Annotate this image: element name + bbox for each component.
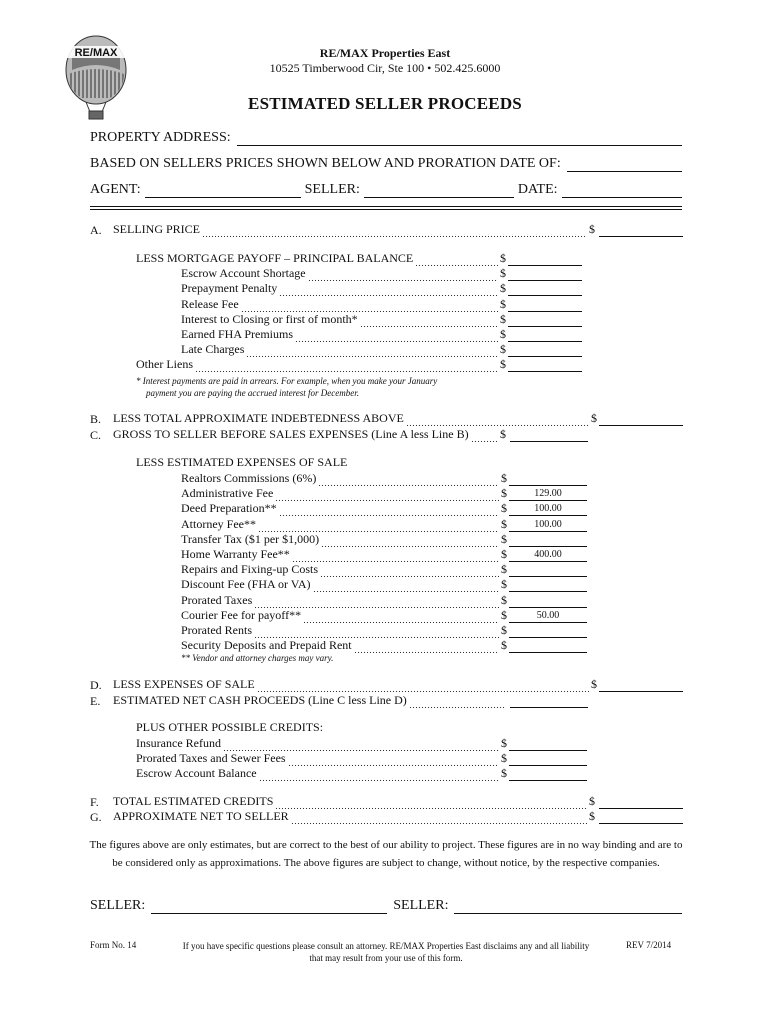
mortgage-item-row: Prepayment Penalty $: [181, 281, 582, 296]
credit-item-label: Prorated Taxes and Sewer Fees: [136, 751, 286, 766]
expense-item-label: Deed Preparation**: [181, 501, 277, 516]
mortgage-item-label: Interest to Closing or first of month*: [181, 311, 358, 326]
section-f-letter: F.: [90, 795, 99, 809]
expense-item-label: Attorney Fee**: [181, 516, 256, 531]
expense-item-label: Home Warranty Fee**: [181, 547, 290, 561]
expense-item-amount[interactable]: 400.00: [509, 549, 587, 562]
net-to-seller-field[interactable]: [599, 811, 683, 824]
selling-price-field[interactable]: [599, 224, 683, 237]
mortgage-item-row: LESS MORTGAGE PAYOFF – PRINCIPAL BALANCE $: [136, 251, 582, 266]
mortgage-item-amount[interactable]: [508, 268, 582, 281]
property-address-label: PROPERTY ADDRESS:: [90, 130, 231, 145]
expense-item-amount[interactable]: 129.00: [509, 488, 587, 501]
net-to-seller-label: APPROXIMATE NET TO SELLER: [113, 809, 289, 823]
expense-item-row: Repairs and Fixing-up Costs $: [181, 562, 587, 577]
expenses-of-sale-label: LESS EXPENSES OF SALE: [113, 677, 255, 691]
credit-item-row: Escrow Account Balance $: [136, 766, 587, 781]
divider: [90, 209, 682, 210]
credit-item-row: Insurance Refund $: [136, 736, 587, 751]
expense-item-amount[interactable]: 100.00: [509, 519, 587, 532]
credit-item-amount[interactable]: [509, 738, 587, 751]
seller-field[interactable]: [364, 184, 514, 198]
expense-item-row: Prorated Taxes $: [181, 593, 587, 608]
footer-disclaimer: If you have specific questions please consult an attorney. RE/MAX Properties East disclaims any and all liability that may result from your use of this form.: [182, 941, 590, 963]
expense-item-row: Discount Fee (FHA or VA) $: [181, 577, 587, 592]
credits-heading: PLUS OTHER POSSIBLE CREDITS:: [136, 720, 324, 734]
gross-to-seller-label: GROSS TO SELLER BEFORE SALES EXPENSES (Line A less Line B): [113, 427, 469, 441]
vendor-note: ** Vendor and attorney charges may vary.: [181, 653, 334, 663]
expense-item-label: Prorated Rents: [181, 623, 252, 637]
signature-row: [90, 898, 682, 914]
expense-item-amount[interactable]: [509, 564, 587, 577]
expense-item-label: Realtors Commissions (6%): [181, 471, 317, 485]
mortgage-item-row: Late Charges $: [181, 342, 582, 357]
company-address: 10525 Timberwood Cir, Ste 100 • 502.425.6000: [269, 61, 501, 75]
total-indebtedness-label: LESS TOTAL APPROXIMATE INDEBTEDNESS ABOVE: [113, 411, 404, 425]
seller-label: SELLER:: [304, 182, 360, 197]
expense-item-row: Realtors Commissions (6%) $: [181, 471, 587, 486]
date-field[interactable]: [562, 184, 682, 198]
seller-signature-field-1[interactable]: [151, 900, 387, 914]
company-name: RE/MAX Properties East: [319, 46, 451, 60]
expense-item-row: Prorated Rents $: [181, 623, 587, 638]
expense-item-row: Courier Fee for payoff** $ 50.00: [181, 608, 587, 623]
date-label: DATE:: [517, 182, 558, 197]
section-e-letter: E.: [90, 694, 101, 708]
mortgage-item-amount[interactable]: [508, 314, 582, 327]
property-address-row: [90, 130, 682, 146]
expense-item-row: Administrative Fee $ 129.00: [181, 486, 587, 501]
credit-item-amount[interactable]: [509, 753, 587, 766]
section-c-letter: C.: [90, 428, 102, 442]
proration-date-row: [90, 156, 682, 172]
agent-label: AGENT:: [90, 182, 141, 197]
selling-price-label: SELLING PRICE: [113, 222, 200, 236]
proration-date-field[interactable]: [567, 158, 682, 172]
section-d-letter: D.: [90, 678, 102, 692]
mortgage-item-label: Prepayment Penalty: [181, 281, 278, 296]
mortgage-item-label: Earned FHA Premiums: [181, 327, 293, 341]
seller-signature-field-2[interactable]: [454, 900, 682, 914]
expense-item-amount[interactable]: [509, 625, 587, 638]
svg-text:RE/MAX: RE/MAX: [74, 47, 118, 59]
mortgage-item-label: Release Fee: [181, 296, 239, 311]
expense-item-row: Home Warranty Fee** $ 400.00: [181, 547, 587, 562]
revision: REV 7/2014: [626, 940, 672, 950]
mortgage-item-label: Other Liens: [136, 357, 193, 372]
mortgage-item-amount[interactable]: [508, 344, 582, 357]
mortgage-item-label: Escrow Account Shortage: [181, 266, 306, 281]
credit-item-label: Escrow Account Balance: [136, 766, 257, 781]
page-title: ESTIMATED SELLER PROCEEDS: [248, 94, 522, 113]
credit-item-amount[interactable]: [509, 768, 587, 781]
gross-to-seller-field[interactable]: [510, 429, 588, 442]
mortgage-item-amount[interactable]: [508, 299, 582, 312]
credit-item-label: Insurance Refund: [136, 736, 221, 750]
interest-note-1: * Interest payments are paid in arrears. For example, when you make your January: [136, 376, 438, 386]
credit-item-row: Prorated Taxes and Sewer Fees $: [136, 751, 587, 766]
mortgage-item-row: Interest to Closing or first of month* $: [181, 312, 582, 327]
total-credits-row: TOTAL ESTIMATED CREDITS $: [113, 794, 683, 809]
net-cash-proceeds-field[interactable]: [510, 695, 588, 708]
total-credits-field[interactable]: [599, 796, 683, 809]
mortgage-item-row: Escrow Account Shortage $: [181, 266, 582, 281]
expenses-of-sale-field[interactable]: [599, 679, 683, 692]
proration-date-label: BASED ON SELLERS PRICES SHOWN BELOW AND PRORATION DATE OF:: [90, 156, 561, 171]
mortgage-item-amount[interactable]: [508, 253, 582, 266]
expense-item-amount[interactable]: [509, 640, 587, 653]
mortgage-item-label: LESS MORTGAGE PAYOFF – PRINCIPAL BALANCE: [136, 251, 414, 265]
expense-item-label: Security Deposits and Prepaid Rent: [181, 638, 352, 653]
expense-item-amount[interactable]: 100.00: [509, 503, 587, 516]
mortgage-item-amount[interactable]: [508, 329, 582, 342]
seller-signature-label-2: SELLER:: [393, 898, 449, 913]
disclaimer-text: The figures above are only estimates, but are correct to the best of our ability to project. These figures are in no way binding and are to be considered only as approximations. The above figures are subject to change, without notice, by the respective companies.: [89, 839, 683, 869]
expense-item-amount[interactable]: [509, 595, 587, 608]
net-cash-proceeds-label: ESTIMATED NET CASH PROCEEDS (Line C less Line D): [113, 693, 407, 707]
mortgage-item-row: Release Fee $: [181, 297, 582, 312]
seller-signature-label-1: SELLER:: [90, 898, 146, 913]
expense-item-row: Transfer Tax ($1 per $1,000) $: [181, 532, 587, 547]
expense-item-label: Repairs and Fixing-up Costs: [181, 562, 318, 577]
expense-item-label: Transfer Tax ($1 per $1,000): [181, 531, 320, 546]
mortgage-item-row: Earned FHA Premiums $: [181, 327, 582, 342]
selling-price-row: SELLING PRICE $: [113, 222, 683, 237]
expense-item-label: Administrative Fee: [181, 486, 274, 501]
mortgage-item-row: Other Liens $: [136, 357, 582, 372]
agent-field[interactable]: [145, 184, 301, 198]
expense-item-label: Courier Fee for payoff**: [181, 607, 302, 622]
expense-item-row: Deed Preparation** $ 100.00: [181, 501, 587, 516]
net-to-seller-row: APPROXIMATE NET TO SELLER $: [113, 809, 683, 824]
property-address-field[interactable]: [237, 132, 682, 146]
mortgage-item-amount[interactable]: [508, 283, 582, 296]
expense-item-amount[interactable]: 50.00: [509, 610, 587, 623]
expense-item-row: Attorney Fee** $ 100.00: [181, 517, 587, 532]
section-g-letter: G.: [90, 810, 102, 824]
expenses-heading: LESS ESTIMATED EXPENSES OF SALE: [136, 455, 348, 469]
total-credits-label: TOTAL ESTIMATED CREDITS: [113, 794, 274, 808]
net-cash-proceeds-row: [113, 693, 588, 708]
expense-item-label: Prorated Taxes: [181, 592, 253, 607]
section-b-letter: B.: [90, 412, 102, 426]
mortgage-item-amount[interactable]: [508, 359, 582, 372]
mortgage-item-label: Late Charges: [181, 342, 245, 357]
section-a-letter: A.: [90, 223, 102, 237]
expenses-of-sale-row: LESS EXPENSES OF SALE $: [113, 677, 683, 692]
total-indebtedness-field[interactable]: [599, 413, 683, 426]
expense-item-amount[interactable]: [509, 579, 587, 592]
divider: [90, 206, 682, 207]
expense-item-row: Security Deposits and Prepaid Rent $: [181, 638, 587, 653]
expense-item-label: Discount Fee (FHA or VA): [181, 577, 311, 592]
expense-item-amount[interactable]: [509, 473, 587, 486]
total-indebtedness-row: LESS TOTAL APPROXIMATE INDEBTEDNESS ABOVE $: [113, 411, 683, 426]
agent-seller-date-row: [90, 182, 682, 198]
interest-note-2: payment you are paying the accrued interest for December.: [146, 388, 360, 398]
gross-to-seller-row: GROSS TO SELLER BEFORE SALES EXPENSES (Line A less Line B) $: [113, 427, 588, 442]
expense-item-amount[interactable]: [509, 534, 587, 547]
form-number: Form No. 14: [90, 940, 137, 950]
